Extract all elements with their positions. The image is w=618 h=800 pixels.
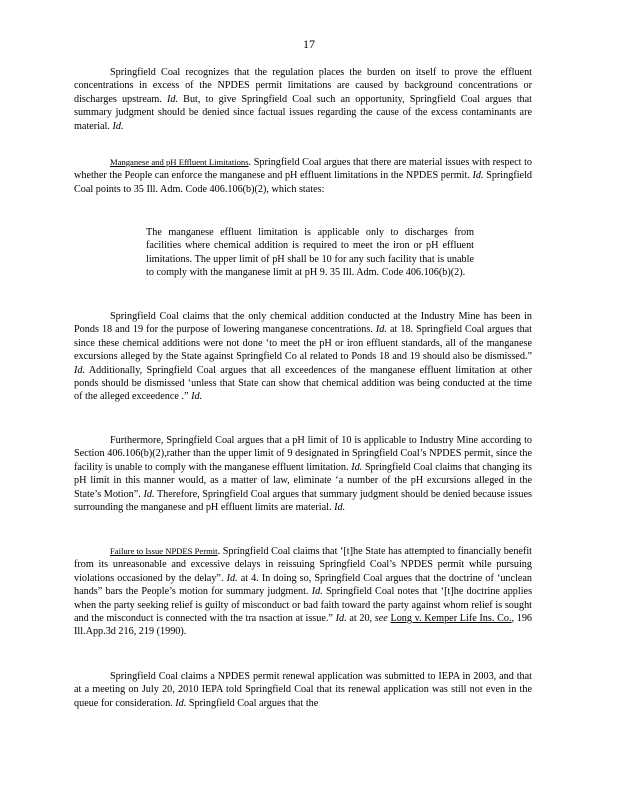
citation: Id. — [335, 613, 347, 625]
paragraph-chemical-addition — [74, 310, 532, 404]
citation: Id. — [112, 120, 124, 132]
paragraph-failure-to-issue-permit — [74, 545, 532, 639]
citation: Id. — [166, 93, 179, 105]
paragraph-text: . Springfield Coal argues that there are material issues with respect to whether the People can enforce the manganese and pH effluent limitations in the NPDES permit. — [74, 157, 533, 182]
paragraph-text: Therefore, Springfield Coal argues that summary judgment should be denied because issues surrounding the manganese and pH effluent limits are material. — [74, 488, 533, 514]
paragraph-text: Springfield Coal argues that the — [188, 697, 319, 709]
paragraph-text: at 20, — [349, 613, 373, 625]
page-number: 17 — [303, 37, 315, 51]
citation: Id. — [143, 488, 155, 500]
paragraph-ph-limit — [74, 434, 532, 514]
citation: Id. — [226, 572, 238, 584]
citation: Id. — [175, 697, 187, 709]
paragraph-background-concentrations — [74, 66, 532, 133]
citation: Id. — [311, 586, 323, 598]
paragraph-manganese-ph — [74, 156, 532, 196]
citation: Id. — [472, 170, 484, 182]
paragraph-text: , 196 Ill.App.3d 216, 219 (1990). — [74, 613, 533, 638]
paragraph-text: Springfield Coal points to 35 Ill. Adm. Code 406.106(b)(2), which states: — [74, 170, 532, 195]
paragraph-text: Springfield Coal claims that the only chemical addition conducted at the Industry Mine has been in Ponds 18 and 19 for the purpose of lowering manganese concentrations. — [74, 311, 532, 336]
paragraph-text: Springfield Coal recognizes that the regulation places the burden on itself to prove the effluent concentrations in excess of the NPDES permit limitations are caused by background concentrations or discharges upstream. — [74, 67, 532, 105]
paragraph-text: Springfield Coal notes that ‘[t]he doctrine applies when the party seeking relief is guilty of misconduct or bad faith toward the party against whom relief is sought and the misconduct is connected with the tra nsaction at issue.” — [74, 586, 533, 625]
paragraph-text: Springfield Coal claims a NPDES permit renewal application was submitted to IEPA in 2003, and that at a meeting on July 20, 2010 IEPA told Springfield Coal that its renewal application was still not even in the queue for consideration. — [74, 671, 532, 709]
citation: Id. — [375, 324, 387, 336]
paragraph-text: Springfield Coal claims that changing its pH limit in this manner would, as a matter of law, eliminate ‘a number of the pH excursions alleged in the State’s Motion”. — [74, 461, 533, 500]
citation: Id. — [334, 502, 346, 514]
paragraph-text: at 4. In doing so, Springfield Coal argues that the doctrine of ‘unclean hands” bars the People’s motion for summary judgment. — [74, 572, 533, 598]
case-name: Long v. Kemper Life Ins. Co. — [390, 613, 512, 625]
paragraph-text: But, to give Springfield Coal such an opportunity, Springfield Coal argues that summary judgment should be denied since factual issues regarding the cause of the excess contaminants are material. — [74, 93, 532, 132]
citation: Id. — [74, 364, 86, 376]
paragraph-text: . Springfield Coal claims that ‘[t]he State has attempted to financially benefit from its unreasonable and excessive delays in reissuing Springfield Coal’s NPDES permit while pursuing violations occasioned by the delay”. — [74, 546, 533, 584]
section-heading: Manganese and pH Effluent Limitations — [110, 157, 249, 167]
block-quote: The manganese effluent limitation is applicable only to discharges from facilities where chemical addition is required to meet the iron or pH effluent limitations. The upper limit of pH shall be 10 for any such facility that is unable to comply with the manganese limit at pH 9. 35 Ill. Adm. Code 406.106(b)(2). — [146, 227, 474, 279]
citation: Id. — [191, 391, 203, 403]
paragraph-text: Additionally, Springfield Coal argues that all exceedences of the manganese effluent limitation at other ponds should be dismissed ‘unless that State can show that chemical addition was being conducted at the time of the alleged exceedence .” — [74, 364, 533, 403]
paragraph-text: at 18. Springfield Coal argues that since these chemical additions were not done ‘to meet the pH or iron effluent standards, all of the manganese excursions alleged by the State against Springfield Co al related to Ponds 18 and 19 should also be dismissed.” — [74, 324, 533, 363]
citation-signal: see — [374, 613, 388, 625]
paragraph-text: Furthermore, Springfield Coal argues that a pH limit of 10 is applicable to Industry Mine according to Section 406.106(b)(2),rather than the upper limit of 9 designated in Springfield Coal’s NPDES permit, since the facility is unable to comply with the manganese effluent limitation. — [74, 435, 532, 473]
section-heading: Failure to Issue NPDES Permit — [110, 546, 218, 556]
citation: Id. — [351, 461, 363, 473]
paragraph-renewal-application — [74, 670, 532, 710]
